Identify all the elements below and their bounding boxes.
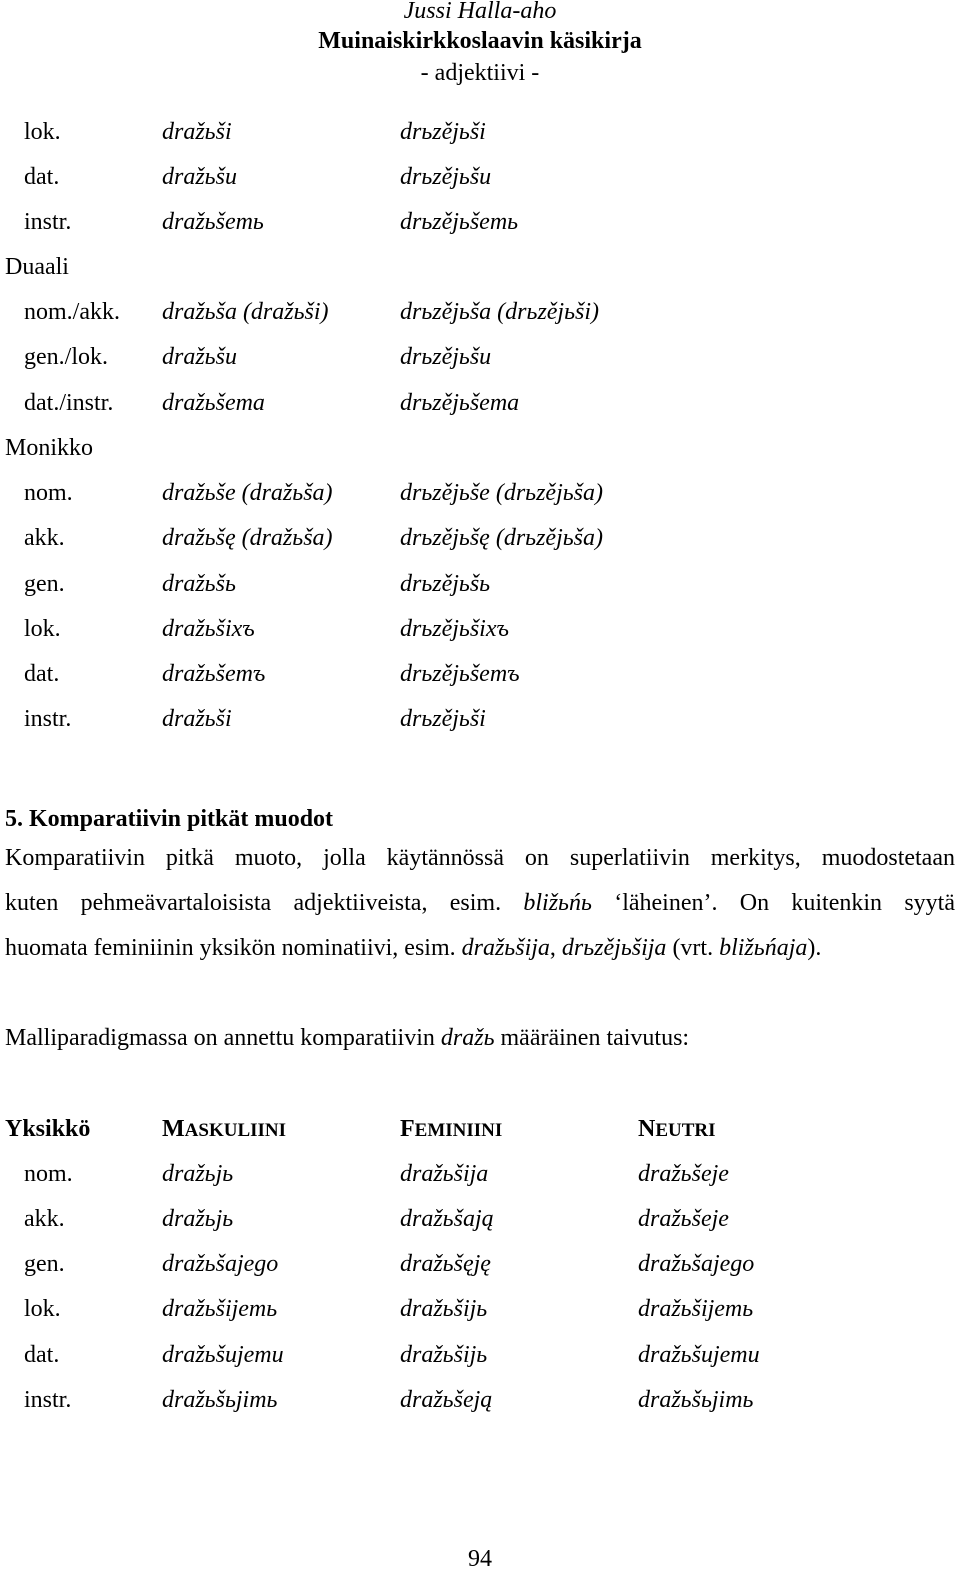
case-label: instr. (24, 706, 72, 732)
form-short: dražьše (dražьša) (162, 480, 333, 506)
paragraph-line (5, 843, 955, 873)
text-run: Malliparadigmassa on annettu komparatiivin (5, 1025, 441, 1051)
case-label: gen./lok. (24, 344, 108, 370)
form-short: dražьši (162, 119, 232, 145)
case-label: dat. (24, 1342, 60, 1368)
example-word: bližьńaja (719, 935, 808, 961)
text-run: kuten pehmeävartaloisista adjektiiveista, esim. (5, 890, 524, 916)
case-label: nom. (24, 1161, 73, 1187)
header-initial: M (162, 1116, 185, 1142)
form-neuter: dražьšijemь (638, 1296, 754, 1322)
form-neuter: dražьšeje (638, 1161, 729, 1187)
form-neuter: dražьšujemu (638, 1342, 760, 1368)
case-label: dat. (24, 661, 60, 687)
dual-group-title: Duaali (5, 254, 69, 280)
form-short: dražьšemъ (162, 661, 266, 687)
case-label: akk. (24, 525, 65, 551)
form-neuter: dražьšajego (638, 1251, 755, 1277)
header-number: Yksikkö (5, 1116, 91, 1142)
paragraph-line (5, 1023, 955, 1053)
author-name: Jussi Halla-aho (403, 0, 557, 24)
case-label: lok. (24, 1296, 61, 1322)
form-long: drьzějьšę (drьzějьša) (400, 525, 604, 551)
case-label: instr. (24, 209, 72, 235)
form-long: drьzějьšema (400, 390, 520, 416)
book-title: Muinaiskirkkoslaavin käsikirja (318, 28, 642, 54)
header-initial: N (638, 1116, 656, 1142)
header-rest: EUTRI (655, 1120, 716, 1141)
section-heading: 5. Komparatiivin pitkät muodot (5, 806, 334, 832)
form-long: drьzějьšu (400, 164, 492, 190)
form-masculine: dražьšajego (162, 1251, 279, 1277)
form-short: dražьšema (162, 390, 265, 416)
form-masculine: dražьjь (162, 1161, 234, 1187)
form-short: dražьšь (162, 571, 236, 597)
header-initial: F (400, 1116, 415, 1142)
case-label: lok. (24, 616, 61, 642)
form-long: drьzějьšь (400, 571, 491, 597)
form-masculine: dražьjь (162, 1206, 234, 1232)
form-neuter: dražьšeje (638, 1206, 729, 1232)
case-label: instr. (24, 1387, 72, 1413)
header-masculine (162, 1114, 286, 1146)
form-long: drьzějьši (400, 706, 486, 732)
form-short: dražьšixъ (162, 616, 255, 642)
paragraph-line (5, 933, 955, 963)
form-neuter: dražьšьjimь (638, 1387, 754, 1413)
form-short: dražьšę (dražьša) (162, 525, 333, 551)
case-label: dat. (24, 164, 60, 190)
header-rest: EMINIINI (414, 1120, 503, 1141)
form-long: drьzějьšemь (400, 209, 519, 235)
section-title: - adjektiivi - (420, 60, 540, 86)
form-long: drьzějьšixъ (400, 616, 509, 642)
case-label: nom./akk. (24, 299, 120, 325)
text-run: Komparatiivin pitkä muoto, jolla käytännössä on superlatiivin merkitys, muodostetaan (5, 845, 955, 871)
form-short: dražьša (dražьši) (162, 299, 329, 325)
text-run: ). (807, 935, 822, 961)
paragraph-line (5, 888, 955, 918)
header-neuter (638, 1114, 716, 1146)
case-label: akk. (24, 1206, 65, 1232)
form-feminine: dražьšają (400, 1206, 494, 1232)
example-word: bližьńь (523, 890, 592, 916)
form-long: drьzějьšu (400, 344, 492, 370)
form-long: drьzějьša (drьzějьši) (400, 299, 600, 325)
form-feminine: dražьšijь (400, 1296, 488, 1322)
form-masculine: dražьšijemь (162, 1296, 278, 1322)
example-word: dražьšija (461, 935, 550, 961)
text-run: ‘läheinen’. On kuitenkin syytä (591, 890, 955, 916)
form-masculine: dražьšьjimь (162, 1387, 278, 1413)
case-label: gen. (24, 571, 65, 597)
form-masculine: dražьšujemu (162, 1342, 284, 1368)
header-feminine (400, 1114, 502, 1146)
page-number: 94 (468, 1546, 492, 1572)
case-label: lok. (24, 119, 61, 145)
text-run: , (549, 935, 562, 961)
form-long: drьzějьši (400, 119, 486, 145)
form-long: drьzějьšemъ (400, 661, 520, 687)
case-label: gen. (24, 1251, 65, 1277)
form-feminine: dražьšijь (400, 1342, 488, 1368)
form-feminine: dražьšija (400, 1161, 489, 1187)
form-short: dražьšu (162, 344, 237, 370)
text-run: (vrt. (666, 935, 720, 961)
form-short: dražьši (162, 706, 232, 732)
text-run: määräinen taivutus: (494, 1025, 690, 1051)
example-word: dražь (440, 1025, 495, 1051)
form-feminine: dražьšeją (400, 1387, 493, 1413)
form-short: dražьšemь (162, 209, 264, 235)
plural-group-title: Monikko (5, 435, 94, 461)
case-label: dat./instr. (24, 390, 114, 416)
form-feminine: dražьšęję (400, 1251, 491, 1277)
text-run: huomata feminiinin yksikön nominatiivi, esim. (5, 935, 462, 961)
form-long: drьzějьše (drьzějьša) (400, 480, 604, 506)
form-short: dražьšu (162, 164, 237, 190)
case-label: nom. (24, 480, 73, 506)
example-word: drьzějьšija (561, 935, 667, 961)
header-rest: ASKULIINI (184, 1120, 287, 1141)
